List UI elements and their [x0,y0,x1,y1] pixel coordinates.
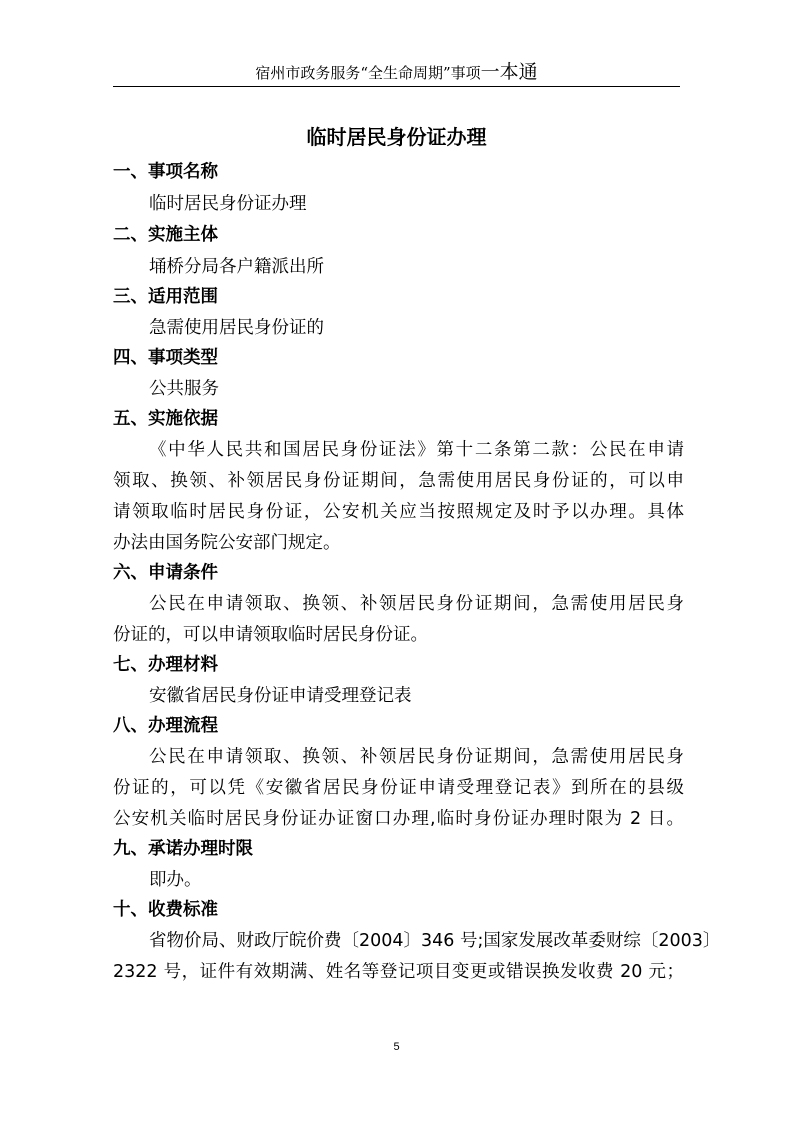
running-header-suffix: 一本通 [480,61,538,83]
running-header [0,62,793,83]
section-5-line-4: 办法由国务院公安部门规定。 [113,533,341,553]
section-10-line-1: 省物价局、财政厅皖价费〔2004〕346 号;国家发展改革委财综〔2003〕 [149,931,721,951]
section-10-heading: 十、收费标准 [113,900,218,920]
section-1-heading: 一、事项名称 [113,162,218,182]
section-8-line-2: 份证的，可以凭《安徽省居民身份证申请受理登记表》到所在的县级 [113,778,684,798]
section-6-line-2: 份证的，可以申请领取临时居民身份证。 [113,625,428,645]
page-number: 5 [393,1041,400,1053]
running-header-prefix: 宿州市政务服务“全生命周期”事项 [255,64,481,82]
section-8-line-1: 公民在申请领取、换领、补领居民身份证期间，急需使用居民身 [149,747,684,767]
section-2-heading: 二、实施主体 [113,225,218,245]
section-9-heading: 九、承诺办理时限 [113,839,253,859]
section-7-heading: 七、办理材料 [113,655,218,675]
section-6-line-1: 公民在申请领取、换领、补领居民身份证期间，急需使用居民身 [149,594,684,614]
section-3-heading: 三、适用范围 [113,287,218,307]
header-rule [113,86,680,87]
section-5-heading: 五、实施依据 [113,409,218,429]
section-2-body: 埇桥分局各户籍派出所 [149,257,324,277]
section-8-heading: 八、办理流程 [113,716,218,736]
section-1-body: 临时居民身份证办理 [149,194,307,214]
section-3-body: 急需使用居民身份证的 [149,318,324,338]
section-7-body: 安徽省居民身份证申请受理登记表 [149,686,412,706]
page-title: 临时居民身份证办理 [306,125,487,149]
section-5-line-3: 请领取临时居民身份证，公安机关应当按照规定及时予以办理。具体 [113,502,684,522]
section-4-heading: 四、事项类型 [113,348,218,368]
section-9-body: 即办。 [149,870,202,890]
section-5-line-2: 领取、换领、补领居民身份证期间，急需使用居民身份证的，可以申 [113,471,684,491]
section-8-line-3: 公安机关临时居民身份证办证窗口办理,临时身份证办理时限为 2 日。 [113,809,684,829]
section-4-body: 公共服务 [149,379,219,399]
section-5-line-1: 《中华人民共和国居民身份证法》第十二条第二款：公民在申请 [149,440,684,460]
section-10-line-2: 2322 号，证件有效期满、姓名等登记项目变更或错误换发收费 20 元； [113,962,684,982]
section-6-heading: 六、申请条件 [113,563,218,583]
